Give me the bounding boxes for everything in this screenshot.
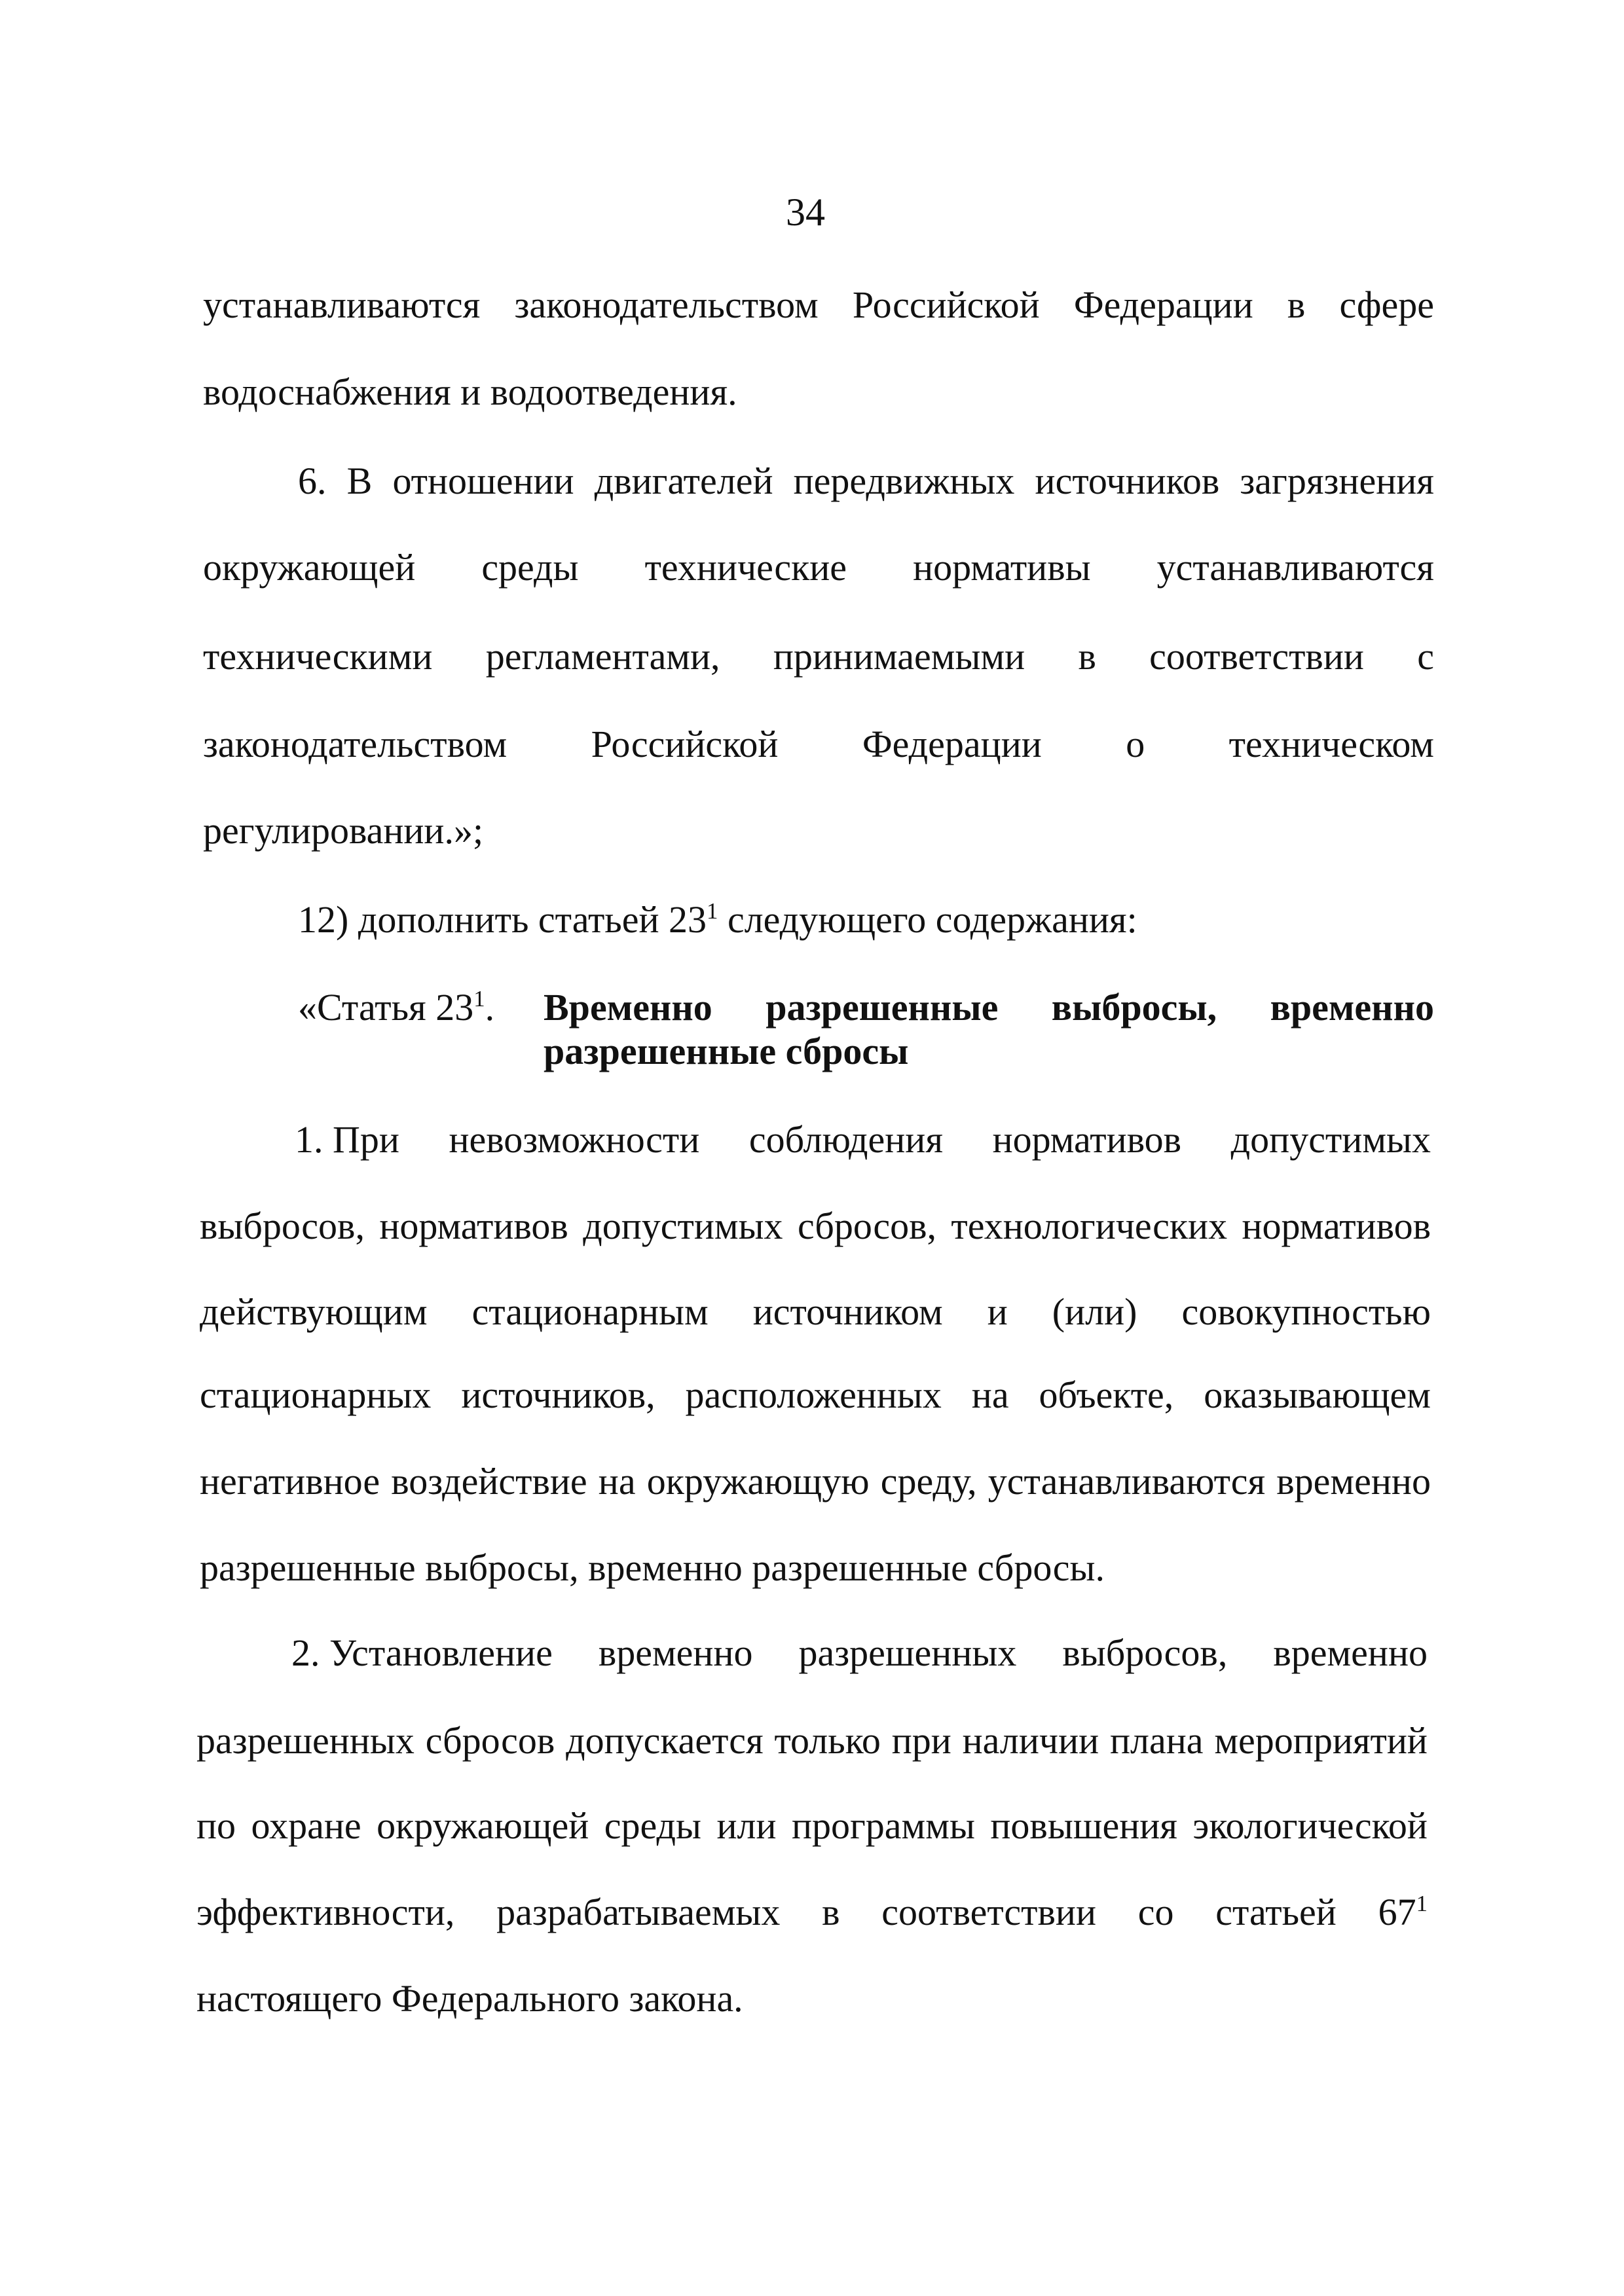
- word: Временно: [544, 986, 712, 1029]
- word: передвижных: [793, 460, 1015, 502]
- word: соблюдения: [748, 1118, 944, 1161]
- word: при: [891, 1719, 951, 1762]
- word: (или): [1052, 1290, 1137, 1333]
- text-line: [203, 283, 1434, 326]
- word: наличии: [962, 1719, 1099, 1762]
- line-text: 12) дополнить статьей 23: [298, 898, 707, 941]
- line-text: следующего содержания:: [718, 898, 1137, 941]
- text-line: [200, 1460, 1431, 1503]
- text-line: [200, 1290, 1431, 1333]
- word: охране: [251, 1804, 361, 1847]
- word: нормативов: [992, 1118, 1182, 1161]
- superscript: 1: [1416, 1891, 1428, 1917]
- article-title-line: разрешенные сбросы: [544, 1030, 909, 1072]
- word: допустимых: [1230, 1118, 1431, 1161]
- word: оказывающем: [1204, 1374, 1431, 1416]
- word: со: [1137, 1891, 1174, 1933]
- word: расположенных: [685, 1374, 942, 1416]
- word: среды: [481, 546, 579, 589]
- word: выбросы,: [1051, 986, 1217, 1029]
- text-line: [196, 1893, 1428, 1931]
- word: источников,: [461, 1374, 655, 1416]
- word: разрабатываемых: [496, 1891, 781, 1933]
- word: сбросов,: [797, 1205, 936, 1247]
- word: нормативов: [1242, 1205, 1431, 1247]
- word: выбросов,: [1062, 1631, 1228, 1674]
- word: негативное: [200, 1460, 380, 1503]
- word: Российской: [591, 723, 779, 765]
- text-line: [203, 725, 1434, 763]
- word: действующим: [200, 1290, 428, 1333]
- word: допустимых: [583, 1205, 783, 1247]
- word: о: [1126, 723, 1145, 765]
- word: объекте,: [1039, 1374, 1174, 1416]
- word: невозможности: [449, 1118, 700, 1161]
- word: 2. Установление: [291, 1631, 553, 1674]
- word: разрешенные: [766, 986, 999, 1029]
- superscript: 1: [473, 986, 485, 1012]
- text-line: [298, 898, 1137, 941]
- word: загрязнения: [1240, 460, 1434, 502]
- superscript: 1: [707, 898, 718, 924]
- article-label: «Статья 23: [298, 986, 474, 1029]
- word: только: [774, 1719, 881, 1762]
- text-line: разрешенные выбросы, временно разрешенные сбросы.: [200, 1546, 1105, 1589]
- word: техническом: [1228, 723, 1434, 765]
- word: и: [987, 1290, 1008, 1333]
- word: $67^1$: [1378, 1891, 1428, 1933]
- word: технические: [644, 546, 847, 589]
- word: 1. При: [295, 1118, 399, 1161]
- text-line: [196, 1804, 1428, 1847]
- article-title-line: [544, 986, 1434, 1029]
- word: окружающей: [377, 1804, 589, 1847]
- word: устанавливаются: [203, 283, 481, 326]
- word: законодательством: [514, 283, 819, 326]
- word: эффективности,: [196, 1891, 455, 1933]
- word: экологической: [1192, 1804, 1428, 1847]
- text-line: [200, 1376, 1431, 1414]
- word: нормативов: [379, 1205, 568, 1247]
- word: статьей: [1215, 1891, 1337, 1933]
- word: по: [196, 1804, 236, 1847]
- word: воздействие: [391, 1460, 587, 1503]
- text-line: [203, 546, 1434, 589]
- word: в: [1287, 283, 1306, 326]
- word: повышения: [990, 1804, 1177, 1847]
- article-prefix: [298, 986, 495, 1029]
- word: в: [822, 1891, 840, 1933]
- text-line: [203, 635, 1434, 678]
- text-line: [196, 1719, 1428, 1762]
- word: на: [598, 1460, 636, 1503]
- word: устанавливаются: [987, 1460, 1266, 1503]
- word: выбросов,: [200, 1205, 365, 1247]
- text-line: [295, 1118, 1431, 1161]
- word: мероприятий: [1214, 1719, 1428, 1762]
- word: временно: [598, 1631, 753, 1674]
- word: источников: [1035, 460, 1220, 502]
- word: В: [346, 460, 373, 502]
- word: источником: [752, 1290, 943, 1333]
- word: стационарным: [471, 1290, 709, 1333]
- word: окружающей: [203, 546, 416, 589]
- word: сфере: [1339, 283, 1434, 326]
- word: законодательством: [203, 723, 507, 765]
- word: допускается: [566, 1719, 764, 1762]
- text-line: [291, 1631, 1428, 1674]
- word: принимаемыми: [773, 635, 1025, 678]
- word: временно: [1276, 1460, 1431, 1503]
- word: программы: [791, 1804, 975, 1847]
- word: устанавливаются: [1156, 546, 1434, 589]
- word: плана: [1110, 1719, 1204, 1762]
- word: стационарных: [200, 1374, 432, 1416]
- word: среду,: [880, 1460, 977, 1503]
- word: сбросов: [425, 1719, 555, 1762]
- word: с: [1417, 635, 1434, 678]
- word: отношении: [392, 460, 574, 502]
- word: Российской: [852, 283, 1040, 326]
- text-line: [298, 462, 1434, 500]
- text-line: [200, 1207, 1431, 1245]
- word: в: [1078, 635, 1096, 678]
- word: разрешенных: [196, 1719, 415, 1762]
- word: на: [971, 1374, 1009, 1416]
- page-number: 34: [786, 191, 825, 234]
- word: временно: [1270, 986, 1434, 1029]
- word: технологических: [951, 1205, 1228, 1247]
- word: нормативы: [913, 546, 1091, 589]
- word: разрешенных: [798, 1631, 1017, 1674]
- text-line: регулировании.»;: [203, 809, 484, 852]
- text-line: водоснабжения и водоотведения.: [203, 371, 737, 413]
- word: временно: [1273, 1631, 1428, 1674]
- word: регламентами,: [485, 635, 720, 678]
- word: совокупностью: [1181, 1290, 1431, 1333]
- word: среды: [604, 1804, 701, 1847]
- word: Федерации: [1073, 283, 1253, 326]
- word: техническими: [203, 635, 433, 678]
- word: или: [716, 1804, 777, 1847]
- word: соответствии: [1149, 635, 1364, 678]
- word: соответствии: [881, 1891, 1096, 1933]
- word: двигателей: [594, 460, 773, 502]
- word: 6.: [298, 460, 327, 502]
- word: окружающую: [646, 1460, 870, 1503]
- word: Федерации: [862, 723, 1042, 765]
- article-label-end: .: [485, 986, 495, 1029]
- text-line: настоящего Федерального закона.: [196, 1977, 743, 2020]
